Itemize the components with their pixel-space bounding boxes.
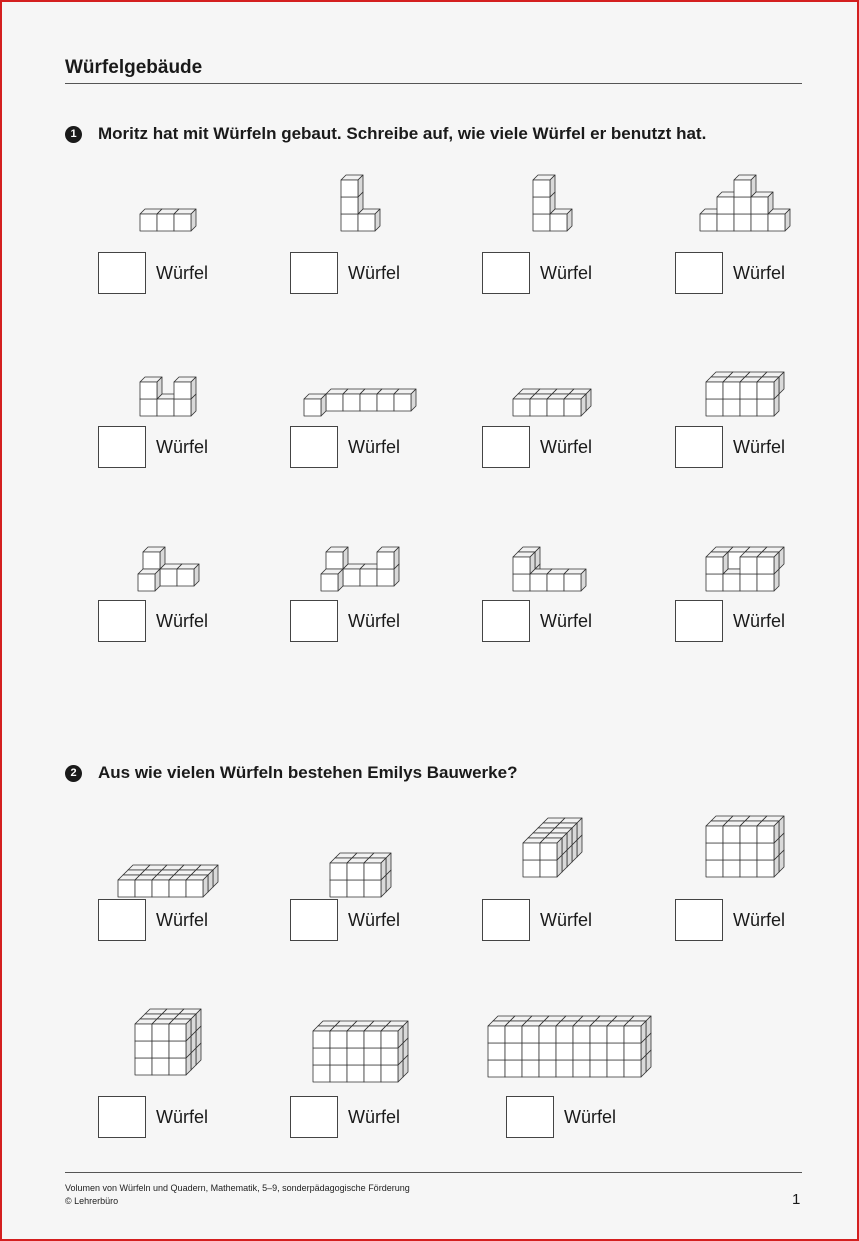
- cube-building: [512, 388, 592, 417]
- cube-building: [487, 1015, 652, 1078]
- cube-building: [312, 1020, 409, 1083]
- cube: [550, 209, 572, 231]
- answer-box[interactable]: [290, 252, 338, 294]
- answer-box[interactable]: [675, 426, 723, 468]
- cube-building: [320, 546, 400, 592]
- footer-source: Volumen von Würfeln und Quadern, Mathematik, 5–9, sonderpädagogische Förderung: [65, 1183, 410, 1193]
- answer-word: Würfel: [540, 610, 593, 631]
- answer-box[interactable]: [98, 899, 146, 941]
- answer-word: Würfel: [156, 1106, 209, 1127]
- cube: [768, 209, 790, 231]
- answer-box[interactable]: [98, 426, 146, 468]
- task-2-number: 2: [65, 765, 82, 782]
- cube: [304, 394, 326, 416]
- cube-building: [512, 546, 592, 592]
- cube: [734, 175, 756, 197]
- cube-building: [303, 388, 417, 417]
- answer-1: [98, 252, 208, 294]
- cube: [326, 547, 348, 569]
- cube: [540, 838, 562, 860]
- answer-8: [675, 426, 785, 468]
- answer-word: Würfel: [733, 436, 786, 457]
- footer-copyright: © Lehrerbüro: [65, 1196, 119, 1206]
- cube-building: [329, 852, 392, 898]
- answer-12: [675, 600, 785, 642]
- cube: [394, 389, 416, 411]
- answer-box[interactable]: [482, 426, 530, 468]
- answer-word: Würfel: [540, 909, 593, 930]
- task-1-number: 1: [65, 126, 82, 143]
- answer-box[interactable]: [98, 252, 146, 294]
- answer-box[interactable]: [482, 252, 530, 294]
- answer-word: Würfel: [540, 436, 593, 457]
- task-1-text: Moritz hat mit Würfeln gebaut. Schreibe auf, wie viele Würfel er benutzt hat.: [98, 124, 707, 143]
- cube: [381, 1026, 403, 1048]
- title-rule: [65, 83, 802, 84]
- task-2-text: Aus wie vielen Würfeln bestehen Emilys Bauwerke?: [98, 763, 518, 782]
- cube: [706, 552, 728, 574]
- answer-11: [482, 600, 592, 642]
- answer-16: [675, 899, 785, 941]
- answer-19: [506, 1096, 616, 1138]
- answer-14: [290, 899, 400, 941]
- answer-box[interactable]: [675, 899, 723, 941]
- answer-4: [675, 252, 785, 294]
- answer-box[interactable]: [675, 600, 723, 642]
- cube-building: [532, 174, 573, 232]
- cube: [174, 377, 196, 399]
- page-number: 1: [792, 1191, 801, 1208]
- answer-box[interactable]: [506, 1096, 554, 1138]
- task-1-heading: [65, 124, 706, 144]
- answer-word: Würfel: [540, 262, 593, 283]
- cube: [140, 377, 162, 399]
- cube-building: [705, 546, 785, 592]
- cube: [138, 569, 160, 591]
- cube-building: [705, 371, 785, 417]
- answer-word: Würfel: [348, 610, 401, 631]
- answer-box[interactable]: [290, 426, 338, 468]
- cube: [169, 1019, 191, 1041]
- answer-box[interactable]: [482, 600, 530, 642]
- footer: [65, 1182, 410, 1208]
- answer-3: [482, 252, 592, 294]
- footer-rule: [65, 1172, 802, 1173]
- answer-word: Würfel: [156, 610, 209, 631]
- answer-word: Würfel: [733, 909, 786, 930]
- answer-box[interactable]: [290, 899, 338, 941]
- cube: [564, 569, 586, 591]
- cube: [377, 547, 399, 569]
- answer-word: Würfel: [564, 1106, 617, 1127]
- cube: [143, 547, 165, 569]
- answer-7: [482, 426, 592, 468]
- cube-building: [139, 376, 197, 417]
- cube: [751, 192, 773, 214]
- answer-word: Würfel: [348, 436, 401, 457]
- cube: [513, 552, 535, 574]
- answer-6: [290, 426, 400, 468]
- answer-word: Würfel: [348, 909, 401, 930]
- cube: [624, 1021, 646, 1043]
- cube: [341, 175, 363, 197]
- cube-building: [705, 815, 785, 878]
- cube: [358, 209, 380, 231]
- cube: [757, 821, 779, 843]
- answer-word: Würfel: [156, 436, 209, 457]
- answer-word: Würfel: [156, 909, 209, 930]
- answer-word: Würfel: [733, 262, 786, 283]
- answer-word: Würfel: [348, 1106, 401, 1127]
- answer-word: Würfel: [348, 262, 401, 283]
- page-title: Würfelgebäude: [65, 57, 203, 78]
- cube-building: [522, 817, 583, 878]
- cube-building: [699, 174, 791, 232]
- answer-box[interactable]: [482, 899, 530, 941]
- answer-15: [482, 899, 592, 941]
- answer-box[interactable]: [98, 1096, 146, 1138]
- answer-13: [98, 899, 208, 941]
- answer-box[interactable]: [290, 600, 338, 642]
- answer-box[interactable]: [98, 600, 146, 642]
- cube: [321, 569, 343, 591]
- cube-building: [139, 208, 197, 232]
- answer-word: Würfel: [156, 262, 209, 283]
- cube: [757, 377, 779, 399]
- cube: [564, 394, 586, 416]
- cube: [364, 858, 386, 880]
- answer-17: [98, 1096, 208, 1138]
- cube-building: [340, 174, 381, 232]
- cube-building: [117, 864, 219, 898]
- cube: [186, 875, 208, 897]
- answer-word: Würfel: [733, 610, 786, 631]
- answer-5: [98, 426, 208, 468]
- answer-18: [290, 1096, 400, 1138]
- task-2-heading: [65, 763, 517, 783]
- answer-box[interactable]: [675, 252, 723, 294]
- cube: [757, 552, 779, 574]
- answer-2: [290, 252, 400, 294]
- cube: [533, 175, 555, 197]
- cube: [177, 564, 199, 586]
- cube-building: [134, 1008, 202, 1076]
- cube: [174, 209, 196, 231]
- answer-9: [98, 600, 208, 642]
- cube-building: [137, 546, 200, 592]
- answer-box[interactable]: [290, 1096, 338, 1138]
- answer-10: [290, 600, 400, 642]
